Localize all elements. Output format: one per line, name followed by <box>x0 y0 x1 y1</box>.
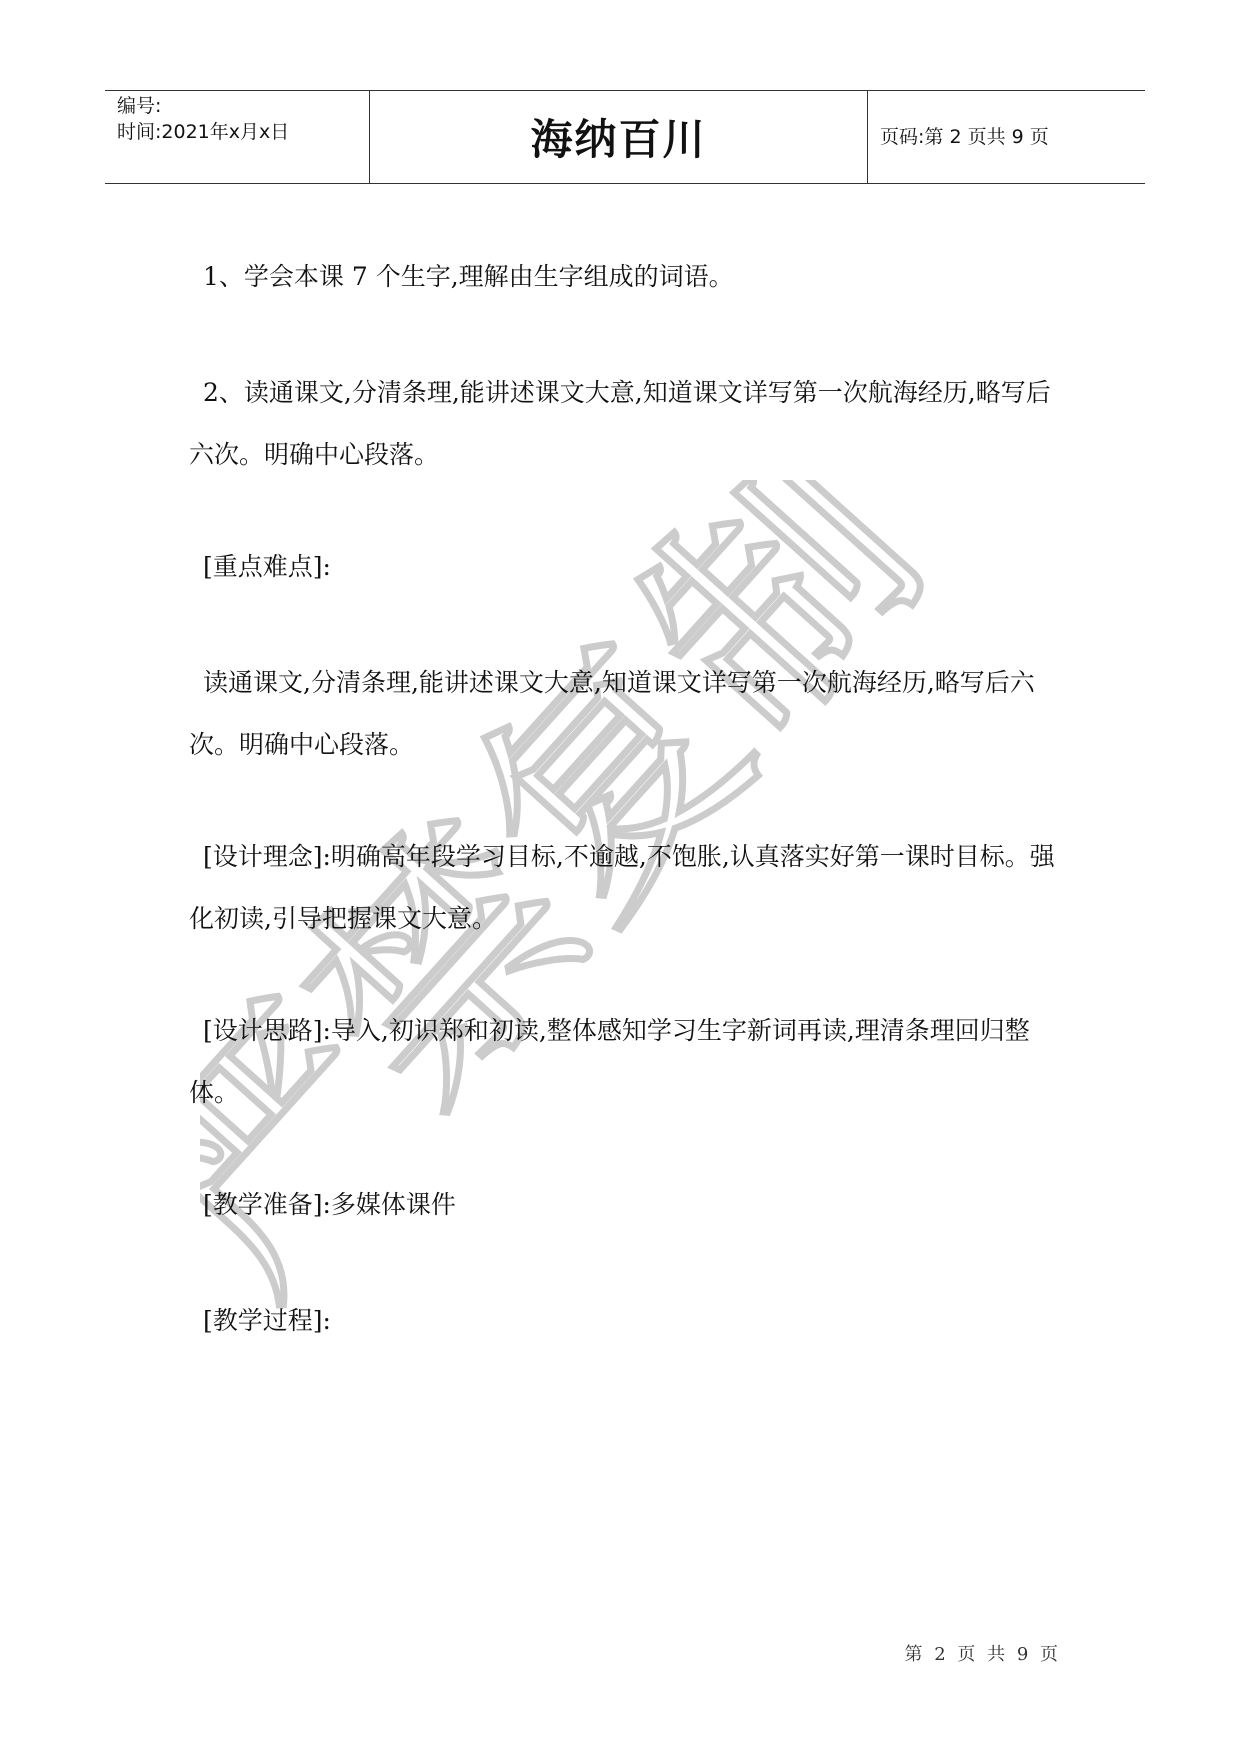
page-footer: 第 2 页 共 9 页 <box>904 1644 1061 1665</box>
heading-key-difficulties: [重点难点]: <box>203 552 331 581</box>
document-title: 海纳百川 <box>530 115 707 164</box>
header-left-cell <box>105 91 370 183</box>
watermark-text: 严禁复制 <box>200 480 973 1340</box>
paragraph-objective-1: 1、学会本课 7 个生字,理解由生字组成的词语。 <box>203 262 734 291</box>
date-label: 时间:2021年x月x日 <box>117 121 290 143</box>
header-title-cell <box>370 91 868 183</box>
paragraph-key-difficulties: 读通课文,分清条理,能讲述课文大意,知道课文详写第一次航海经历,略写后六次。明确中心段落。 <box>189 668 1035 759</box>
page-info-label: 页码:第 2 页共 9 页 <box>880 126 1049 148</box>
header-right-cell <box>868 91 1145 183</box>
serial-number-label: 编号: <box>117 95 162 117</box>
paragraph-design-approach: [设计思路]:导入,初识郑和初读,整体感知学习生字新词再读,理清条理回归整体。 <box>189 1016 1030 1107</box>
document-header <box>105 90 1145 184</box>
paragraph-objective-2: 2、读通课文,分清条理,能讲述课文大意,知道课文详写第一次航海经历,略写后六次。明确中心段落。 <box>189 378 1051 469</box>
paragraph-teaching-prep: [教学准备]:多媒体课件 <box>203 1190 456 1219</box>
paragraph-design-concept: [设计理念]:明确高年段学习目标,不逾越,不饱胀,认真落实好第一课时目标。强化初读,引导把握课文大意。 <box>189 842 1055 933</box>
heading-teaching-process: [教学过程]: <box>203 1306 331 1335</box>
